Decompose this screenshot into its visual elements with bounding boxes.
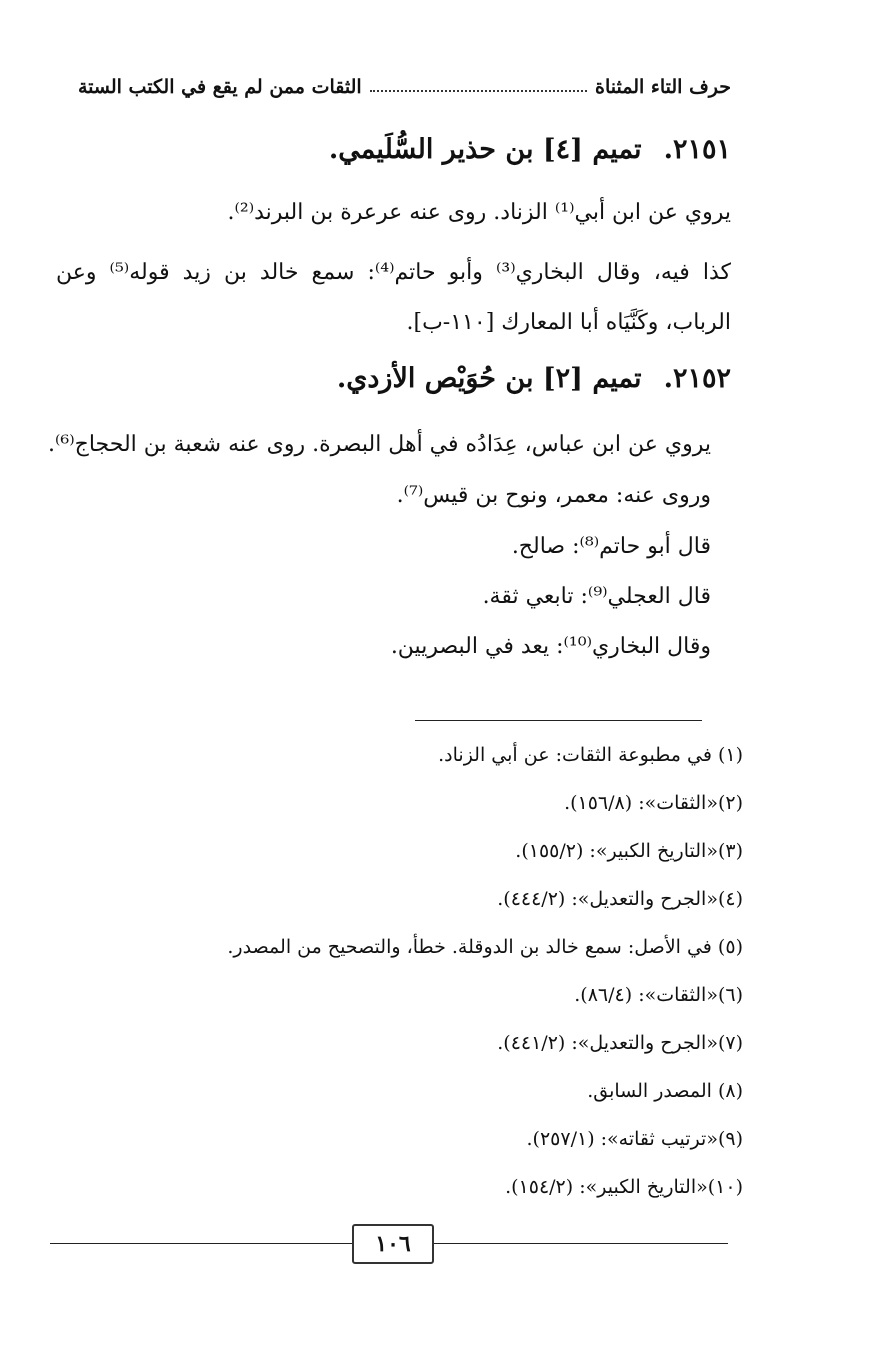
- entry-heading: [329, 134, 731, 165]
- footnote-separator: [415, 720, 702, 721]
- entry-number: ٢١٥٢.: [663, 363, 731, 394]
- body-line: وقال البخاري⁽¹⁰⁾: يعد في البصريين.: [390, 634, 711, 659]
- entry-name: تميم [٤] بن حذير السُّلَيمي.: [328, 134, 642, 165]
- running-header: [78, 76, 731, 98]
- entry-number: ٢١٥١.: [663, 134, 731, 165]
- body-line: يروي عن ابن أبي⁽¹⁾ الزناد. روى عنه عرعرة بن البرند⁽²⁾.: [227, 200, 731, 225]
- body-line: يروي عن ابن عباس، عِدَادُه في أهل البصرة. روى عنه شعبة بن الحجاج⁽⁶⁾.: [48, 432, 711, 457]
- header-dot-leader: [370, 90, 587, 92]
- body-line: وروى عنه: معمر، ونوح بن قيس⁽⁷⁾.: [396, 483, 711, 508]
- page-number: ١٠٦: [375, 1231, 411, 1257]
- footnote: (٤)«الجرح والتعديل»: (٤٤٤/٢).: [497, 888, 743, 910]
- footnote: (٩)«ترتيب ثقاته»: (٢٥٧/١).: [526, 1128, 743, 1150]
- body-line: كذا فيه، وقال البخاري⁽³⁾ وأبو حاتم⁽⁴⁾: سمع خالد بن زيد قوله⁽⁵⁾ وعن: [56, 260, 731, 285]
- footnote: (٦)«الثقات»: (٨٦/٤).: [574, 984, 743, 1006]
- body-line: الرباب، وكَنَّيَاه أبا المعارك [١١٠-ب].: [406, 310, 731, 335]
- entry-name: تميم [٢] بن حُوَيْص الأزدي.: [336, 363, 642, 394]
- footnote: (٧)«الجرح والتعديل»: (٤٤١/٢).: [497, 1032, 743, 1054]
- body-line: قال العجلي⁽⁹⁾: تابعي ثقة.: [482, 584, 711, 609]
- footnote: (٥) في الأصل: سمع خالد بن الدوقلة. خطأ، والتصحيح من المصدر.: [227, 936, 743, 958]
- header-section: حرف التاء المثناة: [595, 76, 731, 98]
- entry-heading: [337, 363, 731, 394]
- footnote: (١٠)«التاريخ الكبير»: (١٥٤/٢).: [505, 1176, 743, 1198]
- footnote: (٨) المصدر السابق.: [587, 1080, 743, 1102]
- footnote: (٢)«الثقات»: (١٥٦/٨).: [564, 792, 743, 814]
- footnote: (١) في مطبوعة الثقات: عن أبي الزناد.: [438, 744, 743, 766]
- page-number-box: [352, 1224, 434, 1264]
- header-book-title: الثقات ممن لم يقع في الكتب الستة: [78, 76, 362, 98]
- footnote: (٣)«التاريخ الكبير»: (١٥٥/٢).: [515, 840, 743, 862]
- body-line: قال أبو حاتم⁽⁸⁾: صالح.: [511, 534, 711, 559]
